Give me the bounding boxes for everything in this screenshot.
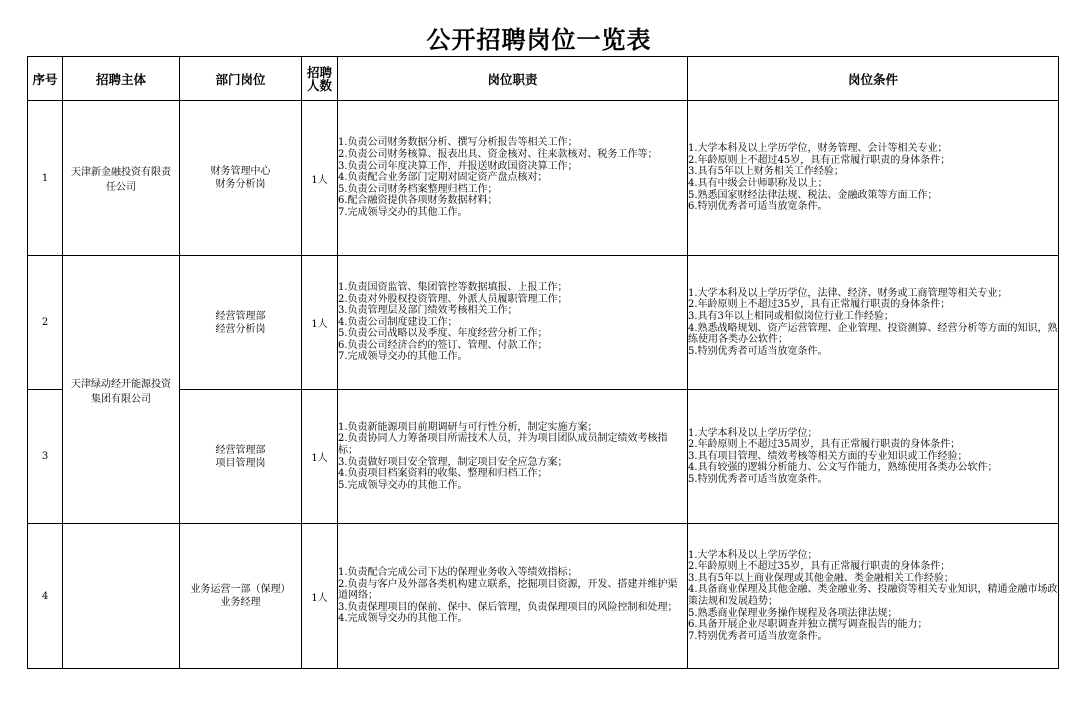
row-seq: 1 — [28, 101, 63, 256]
duties-cell — [338, 390, 688, 524]
duty-item: 1.负责公司财务数据分析、撰写分析报告等相关工作； — [338, 137, 578, 149]
duty-item: 1.负责新能源项目前期调研与可行性分析，制定实施方案； — [338, 421, 598, 433]
requirement-item: 6.具备开展企业尽职调查并独立撰写调查报告的能力； — [688, 619, 928, 631]
duty-item: 4.负责公司制度建设工作； — [338, 316, 458, 328]
requirement-item: 3.具有5年以上商业保理或其他金融、类金融相关工作经验； — [688, 572, 954, 584]
header-seq: 序号 — [28, 57, 63, 101]
duty-item: 6.负责公司经济合约的签订、管理、付款工作； — [338, 339, 548, 351]
header-duties: 岗位职责 — [338, 57, 688, 101]
duty-item: 5.完成领导交办的其他工作。 — [338, 479, 468, 491]
count-cell: 1人 — [302, 390, 338, 524]
dept-name: 业务运营一部（保理） — [190, 584, 291, 595]
duty-item: 3.负责管理层及部门绩效考核相关工作； — [338, 305, 518, 317]
dept-cell — [180, 101, 302, 256]
requirement-item: 5.特别优秀者可适当放宽条件。 — [688, 473, 828, 485]
requirements-cell — [688, 101, 1059, 256]
duties-cell — [338, 101, 688, 256]
duty-item: 2.负责与客户及外部各类机构建立联系，挖掘项目资源，开发、搭建并维护渠道网络； — [338, 578, 678, 602]
duties-cell — [338, 256, 688, 390]
dept-name: 经营管理部 — [215, 310, 266, 322]
duty-item: 2.负责公司财务核算、报表出具、资金核对、往来款核对、税务工作等； — [338, 149, 658, 161]
position-name: 业务经理 — [220, 597, 261, 608]
requirements-cell — [688, 524, 1059, 669]
duty-item: 5.负责公司战略以及季度、年度经营分析工作； — [338, 328, 548, 340]
page-title: 公开招聘岗位一览表 — [426, 25, 652, 54]
header-requirements: 岗位条件 — [688, 57, 1059, 101]
duty-item: 2.负责协同人力筹备项目所需技术人员，并为项目团队成员制定绩效考核指标； — [338, 433, 668, 456]
header-count — [302, 57, 338, 101]
dept-cell — [180, 390, 302, 524]
header-count-line2: 人数 — [306, 77, 332, 93]
duty-item: 6.配合融资提供各项财务数据材料； — [338, 195, 498, 207]
requirement-item: 3.具有5年以上财务相关工作经验； — [688, 166, 844, 178]
table-row — [28, 390, 1059, 524]
employer-cell — [63, 524, 180, 669]
dept-cell — [180, 256, 302, 390]
requirement-item: 5.熟悉商业保理业务操作规程及各项法律法规； — [688, 607, 898, 619]
duty-item: 5.负责公司财务档案整理归档工作； — [338, 183, 498, 195]
requirement-item: 2.年龄原则上不超过35岁，具有正常履行职责的身体条件； — [688, 299, 951, 311]
requirement-item: 4.具有较强的逻辑分析能力、公文写作能力，熟练使用各类办公软件； — [688, 462, 998, 474]
duties-cell — [338, 524, 688, 669]
dept-name: 经营管理部 — [215, 444, 266, 456]
count-cell: 1人 — [302, 524, 338, 669]
table-row — [28, 256, 1059, 390]
position-name: 经营分析岗 — [215, 323, 266, 335]
requirements-cell — [688, 256, 1059, 390]
duty-item: 4.负责配合业务部门定期对固定资产盘点核对； — [338, 172, 548, 184]
position-name: 项目管理岗 — [215, 457, 266, 469]
table-row — [28, 101, 1059, 256]
requirement-item: 3.具有3年以上相同或相似岗位行业工作经验； — [688, 310, 894, 322]
requirement-item: 2.年龄原则上不超过35岁，具有正常履行职责的身体条件； — [688, 561, 951, 573]
requirement-item: 3.具有项目管理、绩效考核等相关方面的专业知识或工作经验； — [688, 450, 968, 462]
requirement-item: 1.大学本科及以上学历学位； — [688, 427, 818, 439]
requirement-item: 5.熟悉国家财经法律法规、税法、金融政策等方面工作； — [688, 189, 938, 201]
requirement-item: 4.熟悉战略规划、资产运营管理、企业管理、投资测算、经营分析等方面的知识，熟练使用各类办公软件； — [688, 322, 1058, 346]
requirement-item: 7.特别优秀者可适当放宽条件。 — [688, 630, 828, 642]
requirement-item: 2.年龄原则上不超过45岁，具有正常履行职责的身体条件； — [688, 154, 951, 166]
dept-name: 财务管理中心 — [210, 166, 271, 177]
requirement-item: 4.具备商业保理及其他金融、类金融业务、投融资等相关专业知识，精通金融市场政策法规和发展趋势； — [688, 584, 1058, 607]
duty-item: 3.负责做好项目安全管理，制定项目安全应急方案； — [338, 456, 568, 468]
header-employer: 招聘主体 — [63, 57, 180, 101]
employer-cell: 天津新金融投资有限责任公司 — [63, 101, 180, 256]
requirement-item: 2.年龄原则上不超过35周岁，具有正常履行职责的身体条件； — [688, 439, 961, 451]
count-cell: 1人 — [302, 256, 338, 390]
duty-item: 3.负责保理项目的保前、保中、保后管理，负责保理项目的风险控制和处理； — [338, 601, 678, 613]
duty-item: 4.完成领导交办的其他工作。 — [338, 613, 468, 625]
job-listing-table — [27, 56, 1059, 669]
count-cell: 1人 — [302, 101, 338, 256]
position-name: 财务分析岗 — [215, 179, 266, 190]
requirements-cell — [688, 390, 1059, 524]
duty-item: 1.负责国资监管、集团管控等数据填报、上报工作； — [338, 281, 568, 293]
employer-cell: 天津绿动经开能源投资集团有限公司 — [63, 256, 180, 524]
requirement-item: 1.大学本科及以上学历学位，财务管理、会计等相关专业； — [688, 143, 948, 155]
table-header-row — [28, 57, 1059, 101]
duty-item: 3.负责公司年度决算工作，并报送财政国资决算工作； — [338, 160, 578, 172]
requirement-item: 4.具有中级会计师职称及以上； — [688, 178, 828, 189]
header-count-line1: 招聘 — [306, 64, 332, 80]
duty-item: 2.负责对外股权投资管理、外派人员履职管理工作； — [338, 293, 568, 305]
row-seq: 4 — [28, 524, 63, 669]
duty-item: 7.完成领导交办的其他工作。 — [338, 206, 468, 218]
requirement-item: 1.大学本科及以上学历学位，法律、经济、财务或工商管理等相关专业； — [688, 287, 1008, 299]
requirement-item: 1.大学本科及以上学历学位； — [688, 549, 818, 561]
duty-item: 1.负责配合完成公司下达的保理业务收入等绩效指标； — [338, 567, 578, 579]
duty-item: 4.负责项目档案资料的收集、整理和归档工作； — [338, 468, 548, 480]
dept-cell — [180, 524, 302, 669]
requirement-item: 6.特别优秀者可适当放宽条件。 — [688, 201, 828, 213]
row-seq: 3 — [28, 390, 63, 524]
requirement-item: 5.特别优秀者可适当放宽条件。 — [688, 345, 828, 357]
row-seq: 2 — [28, 256, 63, 390]
duty-item: 7.完成领导交办的其他工作。 — [338, 351, 468, 363]
table-row — [28, 524, 1059, 669]
header-dept: 部门岗位 — [180, 57, 302, 101]
